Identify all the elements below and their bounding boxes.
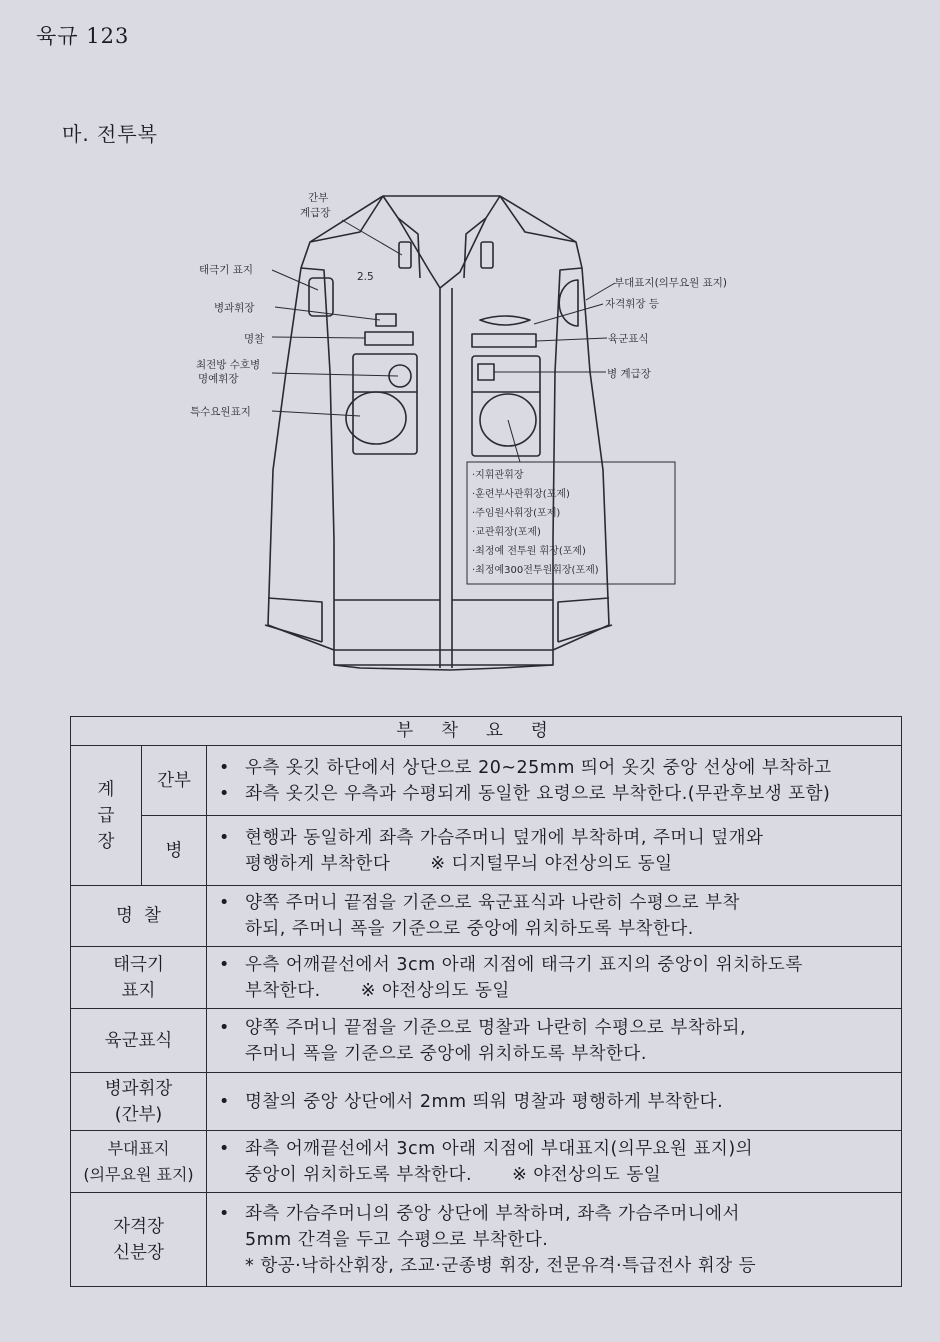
section-title: 마. 전투복 (62, 122, 158, 146)
box-item: ·주임원사휘장(포제) (472, 508, 561, 519)
enlisted-label: 병 (142, 816, 207, 886)
box-item: ·지휘관휘장 (472, 470, 524, 481)
rank-category-cell (71, 746, 142, 886)
table-row (71, 947, 902, 1009)
label-officer-rank-1: 간부 (308, 192, 329, 204)
box-item: ·최정예 전투원 휘장(포제) (472, 546, 586, 557)
label-taegukgi: 태극기 표지 (199, 264, 254, 276)
unit-patch-description: • 좌측 어깨끝선에서 3cm 아래 지점에 부대표지(의무요원 표지)의 중앙이 위치하도록 부착한다. ※ 야전상의도 동일 (207, 1131, 902, 1193)
label-defense-badge-2: 명예휘장 (198, 373, 239, 385)
rank-category-char: 장 (97, 831, 115, 852)
taegukgi-label: 태극기 (113, 954, 164, 975)
description-line: 양쪽 주머니 끝점을 기준으로 명찰과 나란히 수평으로 부착하되, (245, 1017, 747, 1038)
description-line: 평행하게 부착한다 (245, 853, 391, 874)
table-header: 부착요령 (71, 717, 902, 746)
description-line: 주머니 폭을 기준으로 중앙에 위치하도록 부착한다. (245, 1043, 647, 1064)
description-line: 부착한다. (245, 980, 321, 1001)
box-item: ·최정예300전투원휘장(포제) (472, 565, 599, 576)
qualification-label-cell (71, 1193, 207, 1287)
label-army-mark: 육군표식 (608, 333, 649, 345)
note-text: ※ 야전상의도 동일 (360, 980, 510, 1001)
army-mark-description: • 양쪽 주머니 끝점을 기준으로 명찰과 나란히 수평으로 부착하되, 주머니 폭을 기준으로 중앙에 위치하도록 부착한다. (207, 1009, 902, 1073)
taegukgi-label: 표지 (121, 980, 156, 1001)
qualification-description: • 좌측 가슴주머니의 중앙 상단에 부착하며, 좌측 가슴주머니에서 5mm 간격을 두고 수평으로 부착한다. * 항공·낙하산휘장, 조교·군종병 휘장, 전문유격·특급전사 휘장 등 (207, 1193, 902, 1287)
note-text: ※ 야전상의도 동일 (512, 1164, 662, 1185)
taegukgi-label-cell (71, 947, 207, 1009)
description-line: 좌측 옷깃은 우측과 수평되게 동일한 요령으로 부착한다.(무관후보생 포함) (245, 783, 831, 804)
officer-description: • 우측 옷깃 하단에서 상단으로 20~25mm 띄어 옷깃 중앙 선상에 부착하고 • 좌측 옷깃은 우측과 수평되게 동일한 요령으로 부착한다.(무관후보생 포함) (207, 746, 902, 816)
label-enlisted-rank: 병 계급장 (607, 368, 651, 380)
description-line: 5mm 간격을 두고 수평으로 부착한다. (245, 1229, 549, 1250)
description-line: 중앙이 위치하도록 부착한다. (245, 1164, 473, 1185)
label-unit-patch: 부대표지(의무요원 표지) (614, 277, 727, 289)
branch-label: 병과휘장 (104, 1078, 173, 1099)
enlisted-description: • 현행과 동일하게 좌측 가슴주머니 덮개에 부착하며, 주머니 덮개와 평행하게 부착한다 ※ 디지털무늬 야전상의도 동일 (207, 816, 902, 886)
table-row (71, 1073, 902, 1131)
qualification-label: 신분장 (113, 1242, 164, 1263)
unit-patch-label-cell (71, 1131, 207, 1193)
table-row (71, 1131, 902, 1193)
box-item: ·훈련부사관휘장(포제) (472, 489, 570, 500)
label-defense-badge-1: 최전방 수호병 (196, 359, 261, 371)
table-row (71, 816, 902, 886)
name-tag-description: • 양쪽 주머니 끝점을 기준으로 육군표식과 나란히 수평으로 부착 하되, 주머니 폭을 기준으로 중앙에 위치하도록 부착한다. (207, 886, 902, 947)
note-text: ※ 디지털무늬 야전상의도 동일 (430, 853, 673, 874)
description-line: 양쪽 주머니 끝점을 기준으로 육군표식과 나란히 수평으로 부착 (245, 893, 740, 913)
table-header-row (71, 717, 902, 746)
description-line: 좌측 가슴주머니의 중앙 상단에 부착하며, 좌측 가슴주머니에서 (245, 1203, 740, 1224)
description-line: 명찰의 중앙 상단에서 2mm 띄워 명찰과 평행하게 부착한다. (245, 1091, 724, 1112)
branch-description: • 명찰의 중앙 상단에서 2mm 띄워 명찰과 평행하게 부착한다. (207, 1073, 902, 1131)
description-line: 우측 옷깃 하단에서 상단으로 20~25mm 띄어 옷깃 중앙 선상에 부착하고 (245, 757, 832, 778)
label-special-badge: 특수요원표지 (190, 406, 251, 418)
page-header: 육규 123 (36, 24, 130, 48)
unit-patch-label: 부대표지 (107, 1138, 170, 1158)
branch-label-cell (71, 1073, 207, 1131)
box-item: ·교관휘장(포제) (472, 527, 541, 538)
label-officer-rank-2: 계급장 (300, 207, 331, 219)
attachment-table (70, 716, 902, 1287)
unit-patch-label: (의무요원 표지) (83, 1164, 194, 1184)
description-line: 좌측 어깨끝선에서 3cm 아래 지점에 부대표지(의무요원 표지)의 (245, 1138, 754, 1159)
description-line: 하되, 주머니 폭을 기준으로 중앙에 위치하도록 부착한다. (245, 919, 694, 939)
rank-category-char: 급 (97, 805, 115, 826)
table-row (71, 886, 902, 947)
description-line: 현행과 동일하게 좌측 가슴주머니 덮개에 부착하며, 주머니 덮개와 (245, 827, 764, 848)
officer-label: 간부 (142, 746, 207, 816)
table-row (71, 746, 902, 816)
taegukgi-description: • 우측 어깨끝선에서 3cm 아래 지점에 태극기 표지의 중앙이 위치하도록 부착한다. ※ 야전상의도 동일 (207, 947, 902, 1009)
branch-label: (간부) (114, 1104, 163, 1125)
army-mark-label: 육군표식 (71, 1009, 207, 1073)
label-name-tag: 명찰 (244, 333, 265, 345)
table-row (71, 1009, 902, 1073)
qualification-label: 자격장 (113, 1216, 164, 1237)
cover-number: 2.5 (357, 271, 374, 283)
jacket-outline (268, 196, 609, 670)
label-branch-insignia: 병과휘장 (214, 302, 255, 314)
table-row (71, 1193, 902, 1287)
note-text: * 항공·낙하산휘장, 조교·군종병 휘장, 전문유격·특급전사 휘장 등 (245, 1255, 757, 1276)
label-qualification: 자격휘장 등 (605, 298, 660, 310)
name-tag-label: 명 찰 (71, 886, 207, 947)
rank-category-char: 계 (97, 779, 115, 800)
description-line: 우측 어깨끝선에서 3cm 아래 지점에 태극기 표지의 중앙이 위치하도록 (245, 954, 803, 975)
